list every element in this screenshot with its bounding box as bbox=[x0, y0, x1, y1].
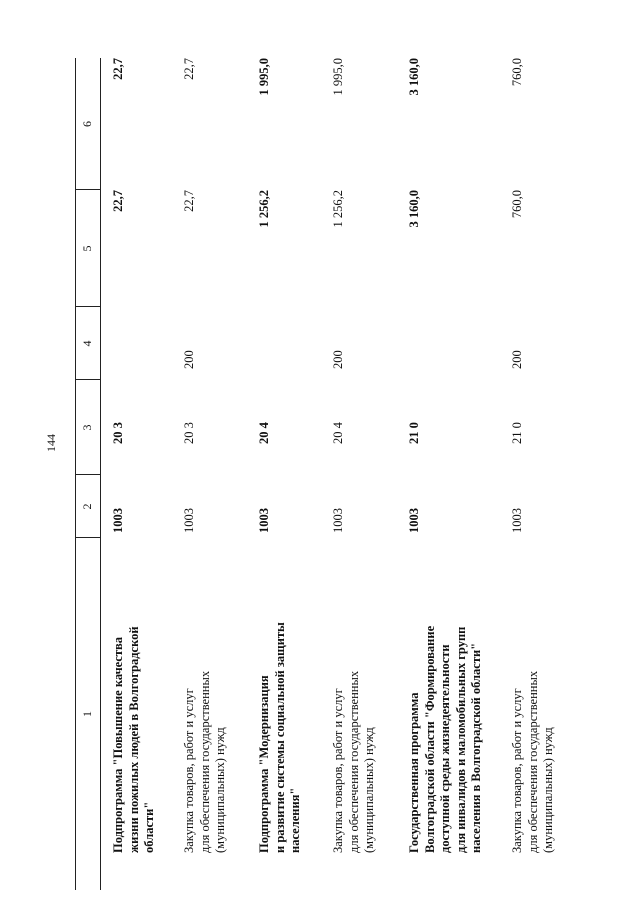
row-4-name: Закупка товаров, работ и услуг для обеспечения государственных (муниципальных) нужд bbox=[331, 670, 376, 853]
row-1-target-code: 20 3 bbox=[111, 422, 125, 444]
row-6-expense-type: 200 bbox=[510, 350, 524, 369]
header-bottom-border bbox=[100, 58, 101, 890]
row-5-target-code: 21 0 bbox=[407, 422, 421, 444]
row-1-amount-1: 22,7 bbox=[111, 190, 125, 212]
row-5-amount-2: 3 160,0 bbox=[407, 58, 421, 96]
row-6-name: Закупка товаров, работ и услуг для обеспечения государственных (муниципальных) нужд bbox=[510, 670, 555, 853]
row-6-amount-1: 760,0 bbox=[510, 190, 524, 219]
col-header-3: 3 bbox=[80, 424, 94, 431]
row-1-section-code: 1003 bbox=[111, 508, 125, 533]
row-4-amount-1: 1 256,2 bbox=[331, 190, 345, 228]
row-2-expense-type: 200 bbox=[182, 350, 196, 369]
row-4-section-code: 1003 bbox=[331, 508, 345, 533]
col-header-1: 1 bbox=[80, 711, 94, 717]
row-2-section-code: 1003 bbox=[182, 508, 196, 533]
row-2-amount-1: 22,7 bbox=[182, 190, 196, 212]
row-3-amount-1: 1 256,2 bbox=[257, 190, 271, 228]
row-1-name: Подпрограмма "Повышение качества жизни пожилых людей в Волгоградской области" bbox=[111, 626, 156, 853]
row-6-section-code: 1003 bbox=[510, 508, 524, 533]
row-3-section-code: 1003 bbox=[257, 508, 271, 533]
row-2-name: Закупка товаров, работ и услуг для обеспечения государственных (муниципальных) нужд bbox=[182, 670, 227, 853]
row-2-target-code: 20 3 bbox=[182, 422, 196, 444]
row-5-name: Государственная программа Волгоградской области "Формирование доступной среды жизнедеятельности для инвалидов и маломобильных групп населения в Волгоградской области" bbox=[407, 625, 483, 853]
col-header-6: 6 bbox=[80, 121, 94, 127]
col-header-2: 2 bbox=[80, 503, 94, 510]
row-4-target-code: 20 4 bbox=[331, 422, 345, 444]
budget-table bbox=[75, 58, 605, 890]
col-header-4: 4 bbox=[80, 340, 94, 347]
row-6-target-code: 21 0 bbox=[510, 422, 524, 444]
col-header-5: 5 bbox=[80, 245, 94, 252]
row-3-target-code: 20 4 bbox=[257, 422, 271, 444]
row-5-amount-1: 3 160,0 bbox=[407, 190, 421, 228]
row-2-amount-2: 22,7 bbox=[182, 58, 196, 80]
row-6-amount-2: 760,0 bbox=[510, 58, 524, 87]
page-number: 144 bbox=[44, 434, 58, 452]
row-3-amount-2: 1 995,0 bbox=[257, 58, 271, 96]
row-3-name: Подпрограмма "Модернизация и развитие системы социальной защиты населения" bbox=[257, 622, 302, 853]
row-1-amount-2: 22,7 bbox=[111, 58, 125, 80]
row-4-amount-2: 1 995,0 bbox=[331, 58, 345, 96]
row-4-expense-type: 200 bbox=[331, 350, 345, 369]
row-5-section-code: 1003 bbox=[407, 508, 421, 533]
